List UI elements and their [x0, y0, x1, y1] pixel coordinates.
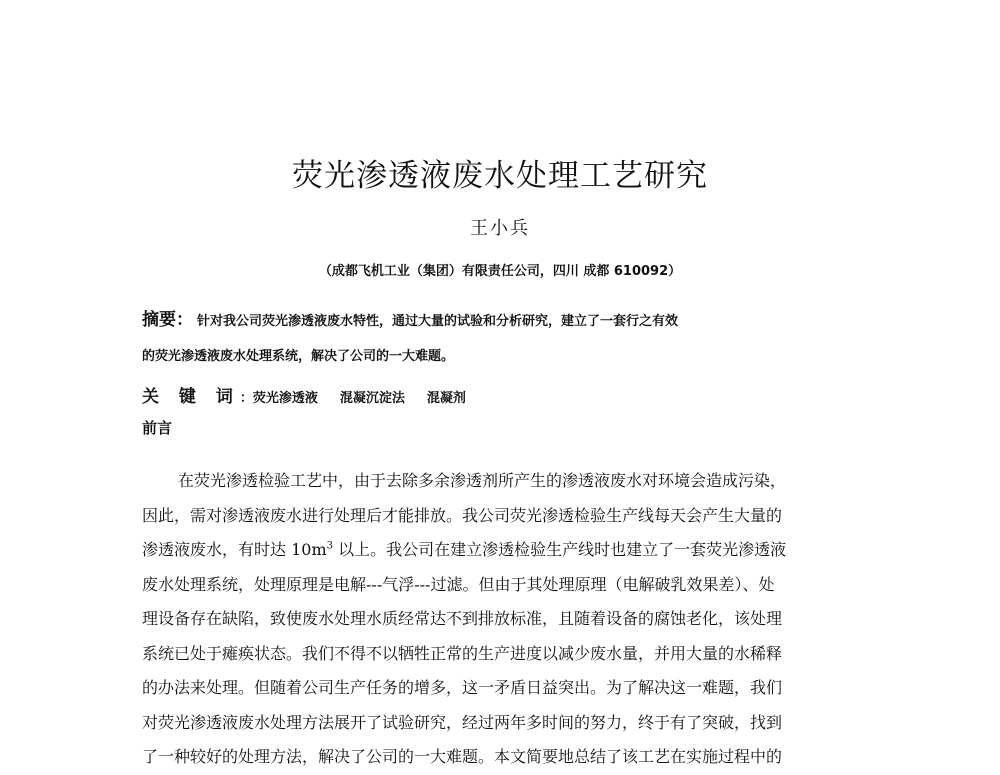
intro-heading: 前言	[142, 419, 173, 437]
body-line: 对荧光渗透液废水处理方法展开了试验研究，经过两年多时间的努力，终于有了突破，找到	[142, 712, 783, 732]
body-line: 的办法来处理。但随着公司生产任务的增多，这一矛盾日益突出。为了解决这一难题，我们	[142, 678, 783, 697]
abstract-text-1: 针对我公司荧光渗透液废水特性，通过大量的试验和分析研究，建立了一套行之有效	[197, 314, 679, 329]
body-line: 理设备存在缺陷，致使废水处理水质经常达不到排放标准，且随着设备的腐蚀老化，该处理	[142, 609, 783, 628]
body-line: 因此，需对渗透液废水进行处理后才能排放。我公司荧光渗透检验生产线每天会产生大量的	[142, 505, 783, 525]
abstract-label: 摘要：	[142, 310, 193, 330]
body-line: 在荧光渗透检验工艺中，由于去除多余渗透剂所产生的渗透液废水对环境会造成污染，	[178, 471, 787, 490]
keyword-item: 荧光渗透液	[252, 391, 318, 406]
keywords-colon: ：	[239, 391, 253, 406]
author-name: 王小兵	[470, 218, 530, 239]
body-line: 废水处理系统，处理原理是电解---气浮---过滤。但由于其处理原理（电解破乳效果差）、处	[142, 574, 775, 594]
body-line	[142, 533, 858, 568]
keyword-item: 混凝剂	[426, 391, 466, 406]
keyword-item: 混凝沉淀法	[339, 391, 405, 406]
abstract-line-2: 的荧光渗透液废水处理系统，解决了公司的一大难题。	[142, 349, 455, 364]
keywords-line	[142, 382, 842, 407]
author-affiliation: （成都飞机工业（集团）有限责任公司，四川 成都 610092）	[318, 264, 682, 279]
superscript: 3	[326, 540, 333, 552]
abstract-line-1	[142, 305, 822, 330]
body-line-part: 渗透液废水，有时达 10m	[142, 540, 327, 559]
keywords-label: 关 键 词	[142, 387, 240, 407]
body-paragraph	[142, 464, 858, 775]
body-line: 系统已处于瘫痪状态。我们不得不以牺牲正常的生产进度以减少废水量，并用大量的水稀释	[142, 643, 783, 663]
body-line-part: 以上。我公司在建立渗透检验生产线时也建立了一套荧光渗透液	[333, 540, 787, 559]
paper-title: 荧光渗透液废水处理工艺研究	[292, 158, 708, 194]
body-line: 了一种较好的处理方法，解决了公司的一大难题。本文简要地总结了该工艺在实施过程中的	[142, 747, 783, 766]
